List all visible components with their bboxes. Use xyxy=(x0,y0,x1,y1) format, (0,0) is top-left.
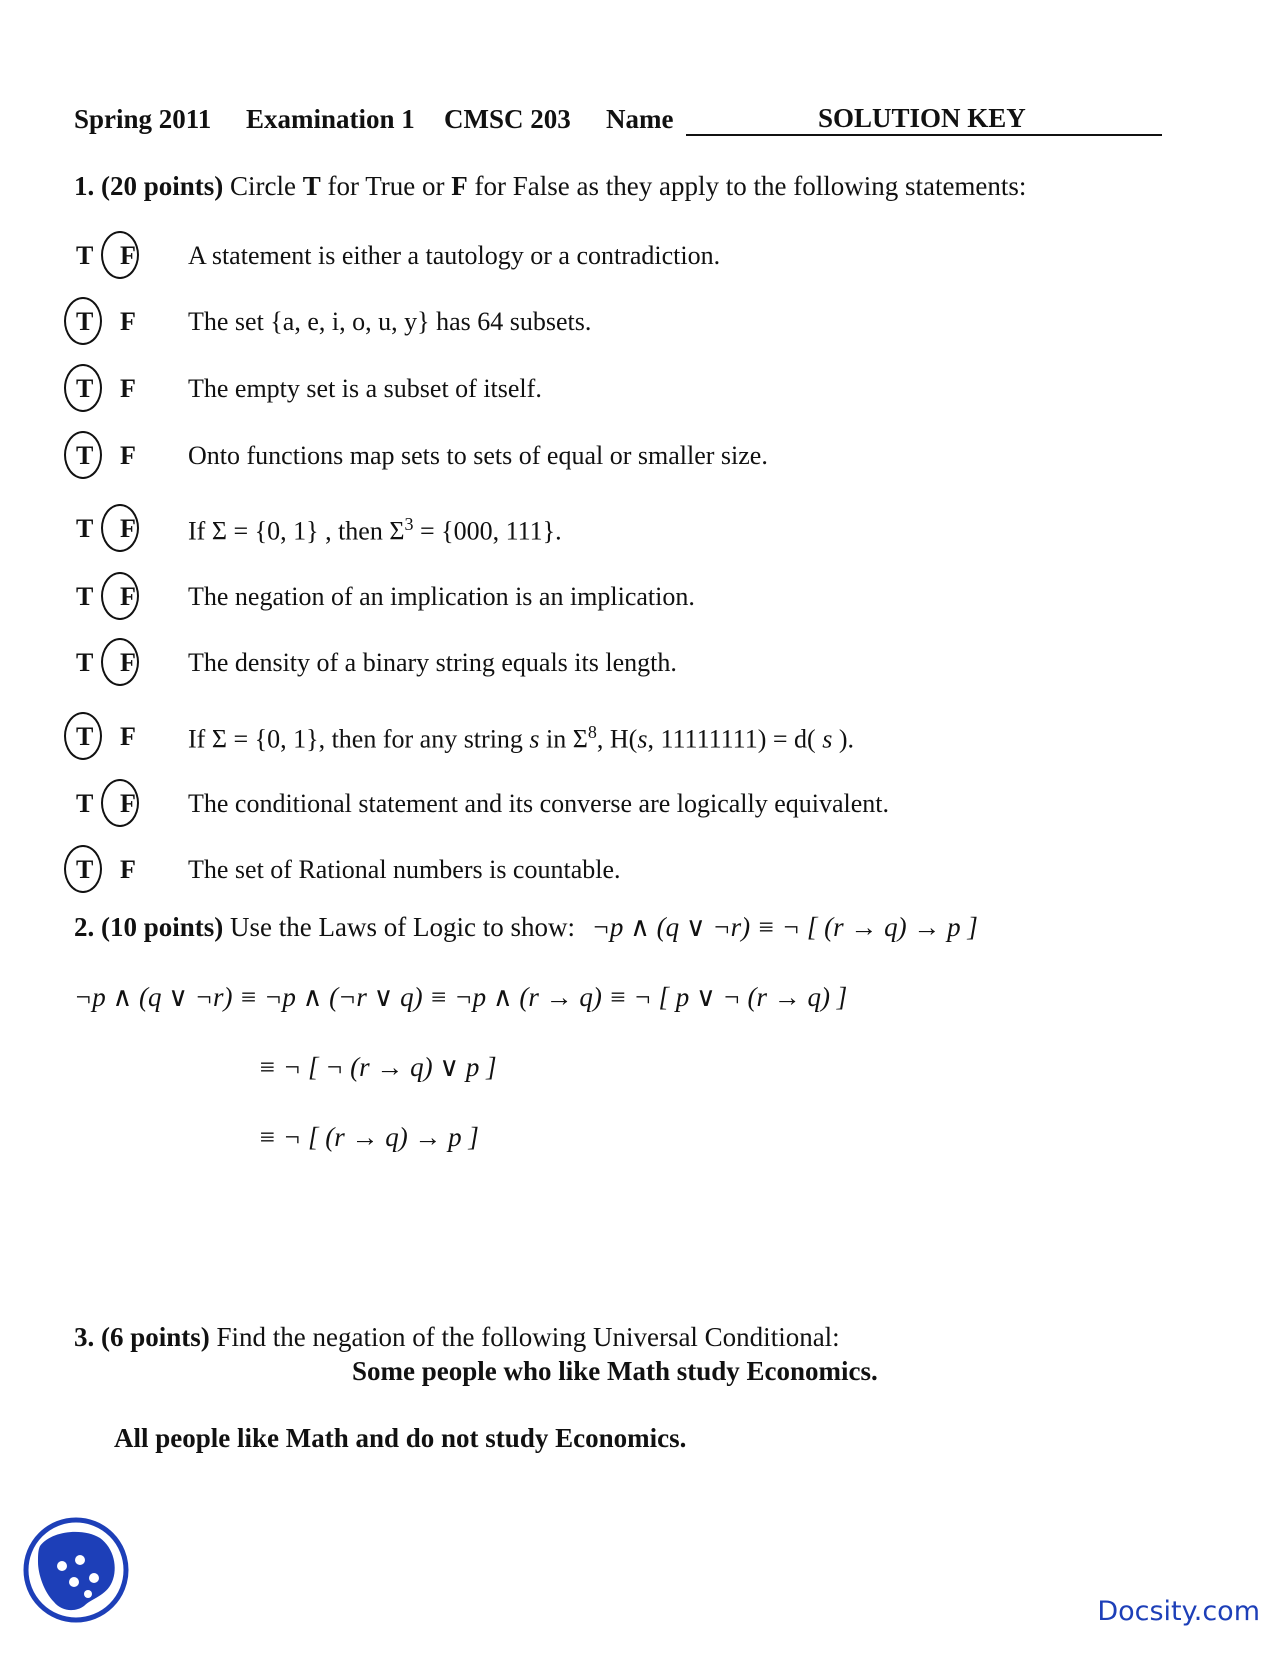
tf-statement: The set {a, e, i, o, u, y} has 64 subsets. xyxy=(188,307,592,336)
tf-false-option[interactable]: F xyxy=(120,241,136,270)
tf-statement xyxy=(188,722,854,755)
tf-false-option[interactable]: F xyxy=(120,855,136,884)
tf-statement-part: If Σ = {0, 1}, then for any string xyxy=(188,724,530,754)
tf-statement: The negation of an implication is an implication. xyxy=(188,582,695,611)
q2-prompt-text: Use the Laws of Logic to show: xyxy=(230,912,575,942)
q1-number: 1. (20 points) xyxy=(74,171,224,201)
tf-statement: The conditional statement and its converse are logically equivalent. xyxy=(188,789,890,818)
exam-term: Spring 2011 xyxy=(74,104,212,134)
tf-false-option[interactable]: F xyxy=(120,722,136,751)
tf-false-option[interactable]: F xyxy=(120,582,136,611)
tf-true-option[interactable]: T xyxy=(76,648,94,677)
q3-prompt xyxy=(74,1322,840,1353)
tf-false-option[interactable]: F xyxy=(120,514,136,543)
tf-statement: The empty set is a subset of itself. xyxy=(188,374,542,403)
tf-statement-part: 3 xyxy=(404,514,414,534)
tf-false-option[interactable]: F xyxy=(120,648,136,677)
tf-true-option[interactable]: T xyxy=(76,374,94,403)
q3-prompt-text: Find the negation of the following Universal Conditional: xyxy=(216,1322,840,1352)
answer-circle xyxy=(101,638,139,686)
answer-circle xyxy=(101,504,139,552)
tf-statement-part: , 11111111) = d( xyxy=(647,724,823,754)
tf-false-option[interactable]: F xyxy=(120,374,136,403)
tf-statement: The density of a binary string equals its length. xyxy=(188,648,677,677)
tf-statement: Onto functions map sets to sets of equal or smaller size. xyxy=(188,441,768,470)
tf-false-option[interactable]: F xyxy=(120,789,136,818)
q2-number: 2. (10 points) xyxy=(74,912,224,942)
q2-prompt xyxy=(74,912,978,943)
tf-statement xyxy=(188,514,562,547)
answer-circle xyxy=(101,572,139,620)
q3-statement: Some people who like Math study Economics. xyxy=(352,1356,878,1386)
tf-true-option[interactable]: T xyxy=(76,855,94,884)
tf-true-option[interactable]: T xyxy=(76,514,94,543)
tf-statement-part: s xyxy=(822,724,833,754)
tf-statement-part: , H( xyxy=(596,724,638,754)
name-underline xyxy=(686,134,1162,136)
q1-prompt xyxy=(74,171,1026,202)
tf-statement-part: If Σ = {0, 1} , then Σ xyxy=(188,516,405,546)
q2-goal: ¬p ∧ (q ∨ ¬r) ≡ ¬ [ (r → q) → p ] xyxy=(591,912,978,942)
tf-statement-part: s xyxy=(529,724,540,754)
tf-statement-part: s xyxy=(637,724,648,754)
answer-circle xyxy=(64,712,102,760)
q3-answer: All people like Math and do not study Economics. xyxy=(114,1423,687,1453)
answer-circle xyxy=(101,231,139,279)
tf-true-option[interactable]: T xyxy=(76,241,94,270)
exam-title: Examination 1 xyxy=(246,104,415,134)
tf-statement-part: ). xyxy=(832,724,854,754)
name-value: SOLUTION KEY xyxy=(818,103,1026,133)
answer-circle xyxy=(64,431,102,479)
tf-statement-part: in Σ xyxy=(539,724,588,754)
q2-derivation-line-2: ≡ ¬ [ ¬ (r → q) ∨ p ] xyxy=(258,1052,497,1082)
answer-circle xyxy=(64,364,102,412)
q1-prompt-mid: for True or xyxy=(320,171,452,201)
q1-prompt-f: F xyxy=(451,171,468,201)
q1-prompt-post: for False as they apply to the following statements: xyxy=(467,171,1027,201)
q2-derivation-line-1: ¬p ∧ (q ∨ ¬r) ≡ ¬p ∧ (¬r ∨ q) ≡ ¬p ∧ (r → q) ≡ ¬ [ p ∨ ¬ (r → q) ] xyxy=(74,982,848,1012)
tf-statement-part: = {000, 111}. xyxy=(413,516,562,546)
tf-true-option[interactable]: T xyxy=(76,441,94,470)
tf-false-option[interactable]: F xyxy=(120,307,136,336)
tf-true-option[interactable]: T xyxy=(76,789,94,818)
q2-derivation-line-3: ≡ ¬ [ (r → q) → p ] xyxy=(258,1122,479,1152)
tf-false-option[interactable]: F xyxy=(120,441,136,470)
q3-number: 3. (6 points) xyxy=(74,1322,210,1352)
tf-true-option[interactable]: T xyxy=(76,307,94,336)
docsity-logo-icon xyxy=(22,1516,130,1624)
tf-true-option[interactable]: T xyxy=(76,722,94,751)
answer-circle xyxy=(64,297,102,345)
docsity-watermark: Docsity.com xyxy=(1097,1596,1260,1627)
tf-statement-part: 8 xyxy=(587,722,597,742)
course-code: CMSC 203 xyxy=(444,104,571,134)
q1-prompt-t: T xyxy=(302,171,321,201)
q1-prompt-pre: Circle xyxy=(230,171,303,201)
tf-statement: A statement is either a tautology or a contradiction. xyxy=(188,241,721,270)
answer-circle xyxy=(64,845,102,893)
tf-true-option[interactable]: T xyxy=(76,582,94,611)
answer-circle xyxy=(101,779,139,827)
tf-statement: The set of Rational numbers is countable. xyxy=(188,855,621,884)
name-label: Name xyxy=(606,104,674,134)
